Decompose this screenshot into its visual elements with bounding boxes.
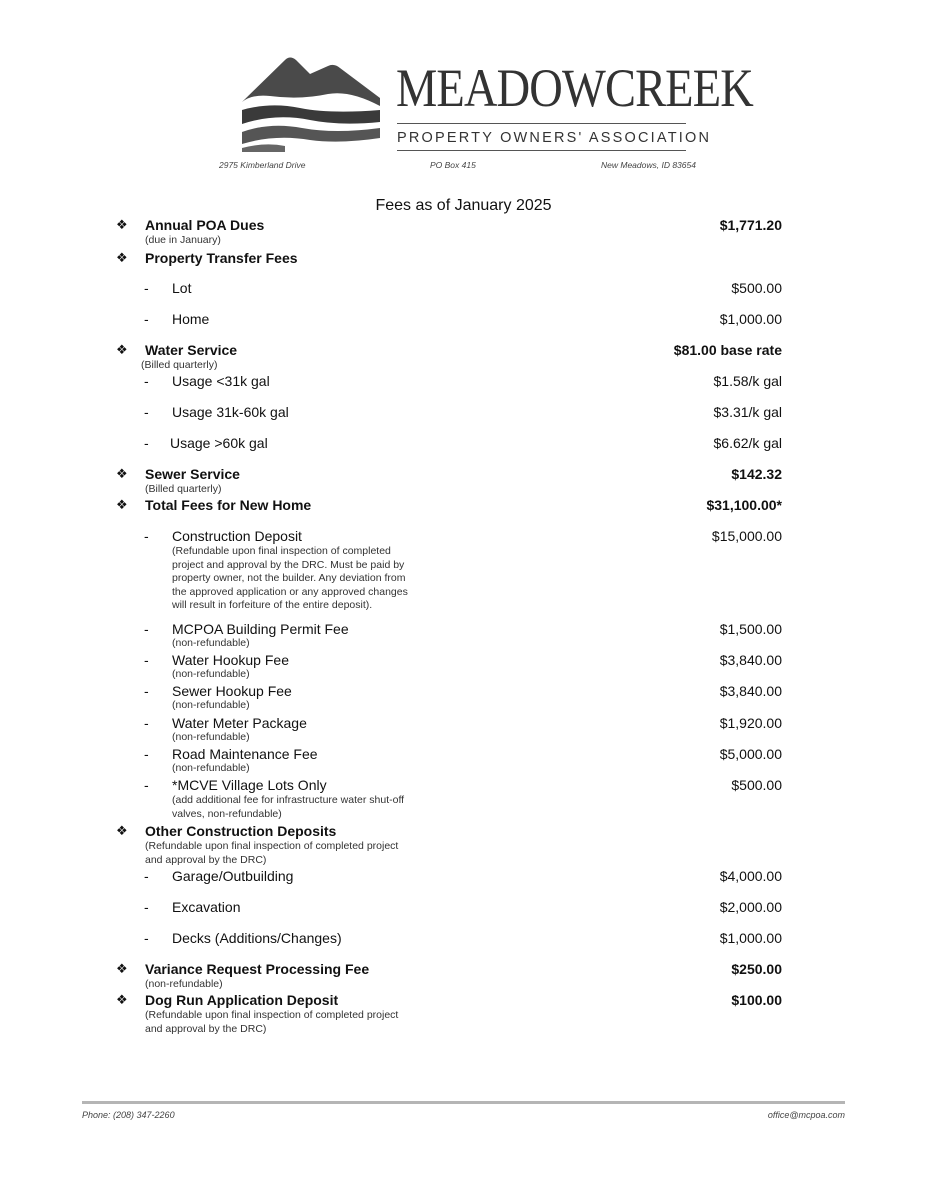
fee-label: Home bbox=[172, 311, 210, 327]
dash-marker: - bbox=[144, 621, 149, 637]
address-pobox: PO Box 415 bbox=[430, 160, 476, 170]
fee-label: Road Maintenance Fee bbox=[172, 746, 318, 762]
bullet-icon: ❖ bbox=[116, 466, 128, 481]
dash-marker: - bbox=[144, 746, 149, 762]
fee-note-line: (add additional fee for infrastructure water shut-off bbox=[172, 794, 405, 806]
fee-amount: $500.00 bbox=[731, 280, 782, 296]
fee-label: Excavation bbox=[172, 899, 241, 915]
fee-note: (non-refundable) bbox=[172, 699, 250, 711]
footer-divider bbox=[82, 1101, 845, 1104]
fee-amount: $3.31/k gal bbox=[713, 404, 782, 420]
fee-amount: $1,920.00 bbox=[719, 715, 782, 731]
logo-subtitle: PROPERTY OWNERS' ASSOCIATION bbox=[397, 130, 712, 146]
fee-amount: $6.62/k gal bbox=[713, 435, 782, 451]
dash-marker: - bbox=[144, 280, 149, 296]
logo-name: MEADOWCREEK bbox=[396, 58, 753, 118]
bullet-icon: ❖ bbox=[116, 992, 128, 1007]
fee-note: (non-refundable) bbox=[172, 637, 250, 649]
dash-marker: - bbox=[144, 652, 149, 668]
fee-amount: $1,771.20 bbox=[719, 217, 782, 233]
meadowcreek-logo-icon bbox=[240, 52, 382, 154]
fee-amount: $3,840.00 bbox=[719, 683, 782, 699]
dash-marker: - bbox=[144, 868, 149, 884]
fee-label: MCPOA Building Permit Fee bbox=[172, 621, 349, 637]
bullet-icon: ❖ bbox=[116, 342, 128, 357]
fee-note: (non-refundable) bbox=[172, 762, 250, 774]
fee-label: Sewer Hookup Fee bbox=[172, 683, 292, 699]
fee-amount: $15,000.00 bbox=[711, 528, 782, 544]
fee-note: (Billed quarterly) bbox=[145, 483, 222, 495]
fee-label: Usage 31k-60k gal bbox=[172, 404, 289, 420]
logo-divider-top bbox=[397, 123, 686, 124]
fee-amount: $142.32 bbox=[731, 466, 782, 482]
logo-divider-bottom bbox=[397, 150, 686, 151]
fee-amount: $1.58/k gal bbox=[713, 373, 782, 389]
fee-note-line: (Refundable upon final inspection of completed project bbox=[145, 840, 399, 852]
fee-note: (non-refundable) bbox=[145, 978, 223, 990]
dash-marker: - bbox=[144, 435, 149, 451]
fee-label: Usage <31k gal bbox=[172, 373, 270, 389]
fee-amount: $1,000.00 bbox=[719, 311, 782, 327]
fee-label: Decks (Additions/Changes) bbox=[172, 930, 342, 946]
dash-marker: - bbox=[144, 311, 149, 327]
page-title: Fees as of January 2025 bbox=[375, 197, 552, 214]
fee-label: Property Transfer Fees bbox=[145, 250, 298, 266]
fee-label: Water Service bbox=[145, 342, 238, 358]
fee-amount: $2,000.00 bbox=[719, 899, 782, 915]
fee-label: Water Hookup Fee bbox=[172, 652, 289, 668]
fee-amount: $4,000.00 bbox=[719, 868, 782, 884]
bullet-icon: ❖ bbox=[116, 250, 128, 265]
fee-note-line: the approved application or any approved changes bbox=[172, 585, 408, 598]
fee-label: Sewer Service bbox=[145, 466, 240, 482]
fee-label: Annual POA Dues bbox=[145, 217, 265, 233]
dash-marker: - bbox=[144, 899, 149, 915]
bullet-icon: ❖ bbox=[116, 497, 128, 512]
bullet-icon: ❖ bbox=[116, 823, 128, 838]
fee-amount: $1,500.00 bbox=[719, 621, 782, 637]
fee-note-line: (Refundable upon final inspection of completed project bbox=[145, 1009, 399, 1021]
fee-label: Dog Run Application Deposit bbox=[145, 992, 339, 1008]
fee-amount: $81.00 base rate bbox=[673, 342, 782, 358]
dash-marker: - bbox=[144, 373, 149, 389]
fee-note: (non-refundable) bbox=[172, 731, 250, 743]
fee-note: (due in January) bbox=[145, 234, 221, 246]
fee-label: Construction Deposit bbox=[172, 528, 302, 544]
address-city: New Meadows, ID 83654 bbox=[601, 160, 696, 170]
fee-note-line: will result in forfeiture of the entire deposit). bbox=[172, 599, 373, 611]
dash-marker: - bbox=[144, 715, 149, 731]
dash-marker: - bbox=[144, 777, 149, 793]
fee-amount: $1,000.00 bbox=[719, 930, 782, 946]
fee-label: Total Fees for New Home bbox=[145, 497, 312, 513]
fee-amount: $100.00 bbox=[731, 992, 782, 1008]
fee-label: Variance Request Processing Fee bbox=[145, 961, 370, 977]
fee-note-line: (Refundable upon final inspection of completed bbox=[172, 545, 391, 557]
fee-amount: $3,840.00 bbox=[719, 652, 782, 668]
fee-note: (Billed quarterly) bbox=[141, 359, 218, 371]
fee-label: Garage/Outbuilding bbox=[172, 868, 294, 884]
dash-marker: - bbox=[144, 683, 149, 699]
fee-label: Other Construction Deposits bbox=[145, 823, 337, 839]
fee-label: Water Meter Package bbox=[172, 715, 307, 731]
dash-marker: - bbox=[144, 404, 149, 420]
fee-label: Usage >60k gal bbox=[170, 435, 268, 451]
fee-amount: $5,000.00 bbox=[719, 746, 782, 762]
dash-marker: - bbox=[144, 528, 149, 544]
fee-label: Lot bbox=[172, 280, 192, 296]
fee-note-line: property owner, not the builder. Any deviation from bbox=[172, 572, 406, 584]
fee-note-line: and approval by the DRC) bbox=[145, 853, 267, 866]
footer-phone: Phone: (208) 347-2260 bbox=[82, 1110, 175, 1120]
fee-amount: $31,100.00* bbox=[706, 497, 782, 513]
footer-email: office@mcpoa.com bbox=[767, 1110, 845, 1120]
fee-note-line: and approval by the DRC) bbox=[145, 1022, 267, 1035]
fee-label: *MCVE Village Lots Only bbox=[172, 777, 327, 793]
address-street: 2975 Kimberland Drive bbox=[219, 160, 306, 170]
bullet-icon: ❖ bbox=[116, 961, 128, 976]
fee-amount: $250.00 bbox=[731, 961, 782, 977]
fee-amount: $500.00 bbox=[731, 777, 782, 793]
dash-marker: - bbox=[144, 930, 149, 946]
fee-note: (non-refundable) bbox=[172, 668, 250, 680]
fee-note-line: valves, non-refundable) bbox=[172, 807, 282, 820]
bullet-icon: ❖ bbox=[116, 217, 128, 232]
fee-note-line: project and approval by the DRC. Must be paid by bbox=[172, 558, 405, 571]
